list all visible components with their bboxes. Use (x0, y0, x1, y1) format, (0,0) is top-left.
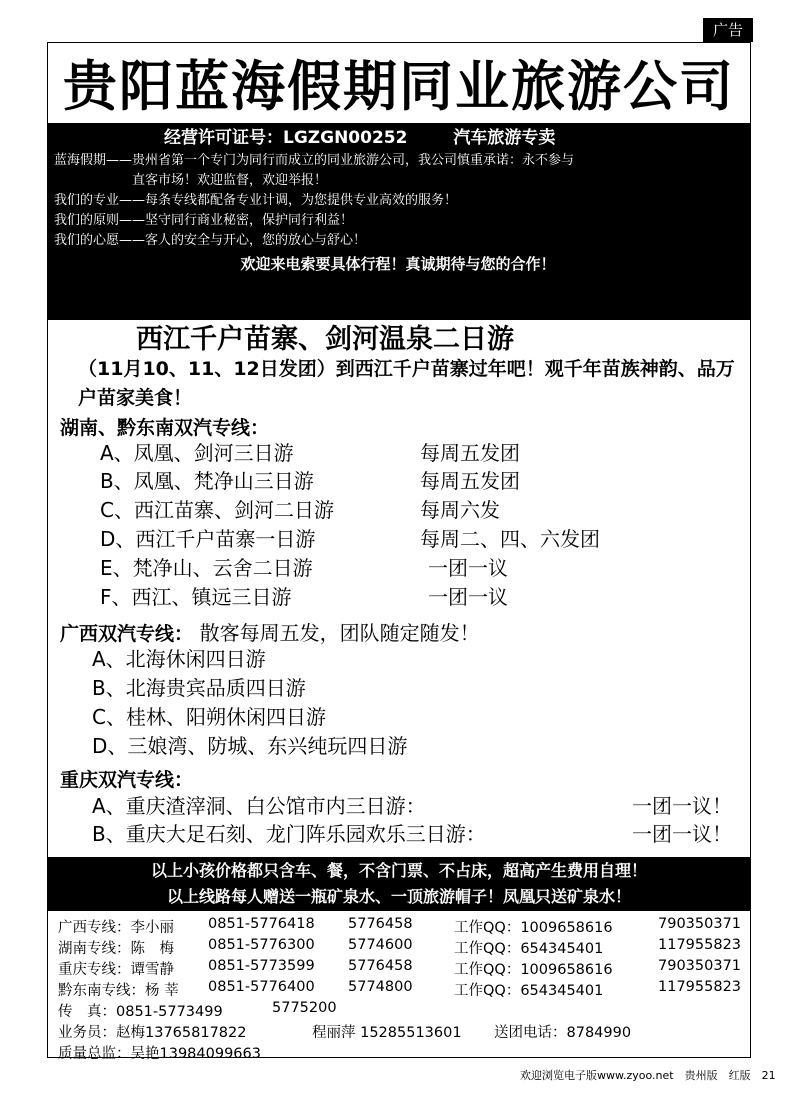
ad-frame (47, 42, 751, 1062)
route-frequency: 每周五发团 (420, 441, 520, 465)
contact-row (58, 937, 748, 958)
contact-phone: 5776458 (348, 916, 413, 932)
notice-line: 以上小孩价格都只含车、餐，不含门票、不占床，超高产生费用自理！ (150, 861, 647, 880)
route-name: A、重庆渣滓洞、白公馆市内三日游： (92, 794, 426, 818)
contact-qq: 117955823 (658, 979, 742, 995)
contact-phone: 0851-5776300 (208, 937, 315, 953)
featured-tour-desc: （11月10、11、12日发团）到西江千户苗寨过年吧！观千年苗族神韵、品万户苗家美食！ (78, 358, 735, 409)
contact-phone: 5774600 (348, 937, 413, 953)
route-item (100, 496, 500, 524)
contact-qq: 790350371 (658, 916, 742, 932)
contact-name: 黔东南专线：杨 莘 (58, 983, 179, 999)
page-footer: 欢迎浏览电子版www.zyoo.net 贵州版 红版 21 (520, 1069, 776, 1082)
contact-qq: 工作QQ：654345401 (454, 941, 604, 957)
mission-line: 我们的原则——坚守同行商业秘密，保护同行利益！ (54, 213, 354, 228)
specialty: 汽车旅游专卖 (453, 128, 556, 148)
mission-line: 我们的专业——每条专线都配备专业计调，为您提供专业高效的服务！ (54, 193, 458, 208)
section-title-guangxi (60, 617, 480, 646)
route-name: B、北海贵宾品质四日游 (92, 676, 306, 700)
license-line (54, 125, 742, 151)
contact-qq: 工作QQ：654345401 (454, 983, 604, 999)
featured-tour-title: 西江千户苗寨、剑河温泉二日游 (136, 324, 514, 355)
route-frequency: 每周六发 (420, 498, 500, 522)
notice-line: 以上线路每人赠送一瓶矿泉水、一顶旅游帽子！凤凰只送矿泉水！ (166, 887, 631, 906)
ad-tag: 广告 (703, 18, 753, 42)
contact-row (58, 916, 748, 937)
route-frequency: 一团一议 (428, 585, 508, 609)
highlight-heading: 本期隆重推出： (80, 287, 263, 317)
welcome-line: 欢迎来电索要具体行程！真诚期待与您的合作！ (240, 255, 556, 273)
route-name: F、西江、镇远三日游 (100, 585, 292, 609)
route-name: B、重庆大足石刻、龙门阵乐园欢乐三日游： (92, 822, 486, 846)
contact-qq: 工作QQ：1009658616 (454, 920, 613, 936)
mission-line: 蓝海假期——贵州省第一个专门为同行而成立的同业旅游公司，我公司慎重承诺：永不参与 (54, 153, 575, 168)
section-title-text: 广西双汽专线： (60, 623, 194, 645)
route-name: A、凤凰、剑河三日游 (100, 441, 294, 465)
mission-line: 我们的心愿——客人的安全与开心，您的放心与舒心！ (54, 233, 367, 248)
route-item (92, 820, 732, 848)
notice-box (48, 857, 750, 911)
route-frequency: 一团一议 (428, 556, 508, 580)
route-name: D、西江千户苗寨一日游 (100, 527, 316, 551)
route-name: C、西江苗寨、剑河二日游 (100, 498, 334, 522)
section-title-hunan: 湖南、黔东南双汽专线： (60, 417, 270, 439)
contact-phone: 5776458 (348, 958, 413, 974)
route-item (100, 467, 520, 495)
route-name: E、梵净山、云舍二日游 (100, 556, 313, 580)
route-item (100, 525, 600, 553)
contact-qq: 790350371 (658, 958, 742, 974)
route-item (92, 645, 266, 673)
contact-qq: 工作QQ：1009658616 (454, 962, 613, 978)
qc-row (58, 1042, 748, 1063)
contact-qq: 117955823 (658, 937, 742, 953)
route-item (100, 554, 508, 582)
contact-name: 湖南专线：陈 梅 (58, 941, 174, 957)
contact-list (58, 916, 748, 1063)
contact-phone: 0851-5776400 (208, 979, 315, 995)
section-title-chongqing: 重庆双汽专线： (60, 769, 194, 791)
license-number: 经营许可证号：LGZGN00252 (164, 128, 408, 148)
company-name: 贵阳蓝海假期同业旅游公司 (63, 55, 735, 118)
contact-row (58, 958, 748, 979)
dispatch-phone: 送团电话：8784990 (494, 1025, 632, 1041)
fax-number-2: 5775200 (272, 1000, 337, 1016)
route-frequency: 一团一议！ (632, 822, 732, 846)
sales-contact-2: 程丽萍 15285513601 (312, 1025, 462, 1041)
route-frequency: 每周五发团 (420, 469, 520, 493)
quality-director: 质量总监：吴艳13984099663 (58, 1046, 261, 1062)
mission-line: 直客市场！欢迎监督，欢迎举报！ (132, 173, 328, 188)
contact-phone: 0851-5776418 (208, 916, 315, 932)
fax-row (58, 1000, 748, 1021)
sales-contact: 业务员：赵梅13765817822 (58, 1025, 247, 1041)
route-name: C、桂林、阳朔休闲四日游 (92, 705, 326, 729)
contact-phone: 0851-5773599 (208, 958, 315, 974)
fax-number: 传 真：0851-5773499 (58, 1004, 223, 1020)
route-item (100, 439, 520, 467)
route-item (92, 703, 326, 731)
route-item (92, 792, 732, 820)
contact-phone: 5774800 (348, 979, 413, 995)
route-frequency: 一团一议！ (632, 794, 732, 818)
route-name: D、三娘湾、防城、东兴纯玩四日游 (92, 734, 408, 758)
route-name: A、北海休闲四日游 (92, 647, 266, 671)
route-frequency: 每周二、四、六发团 (420, 527, 600, 551)
route-item (92, 674, 306, 702)
contact-name: 重庆专线：谭雪静 (58, 962, 174, 978)
route-item (92, 732, 407, 760)
section-note: 散客每周五发，团队随定随发！ (199, 621, 480, 645)
route-item (100, 583, 508, 611)
route-name: B、凤凰、梵净山三日游 (100, 469, 314, 493)
contact-name: 广西专线：李小丽 (58, 920, 174, 936)
sales-row (58, 1021, 748, 1042)
contact-row (58, 979, 748, 1000)
